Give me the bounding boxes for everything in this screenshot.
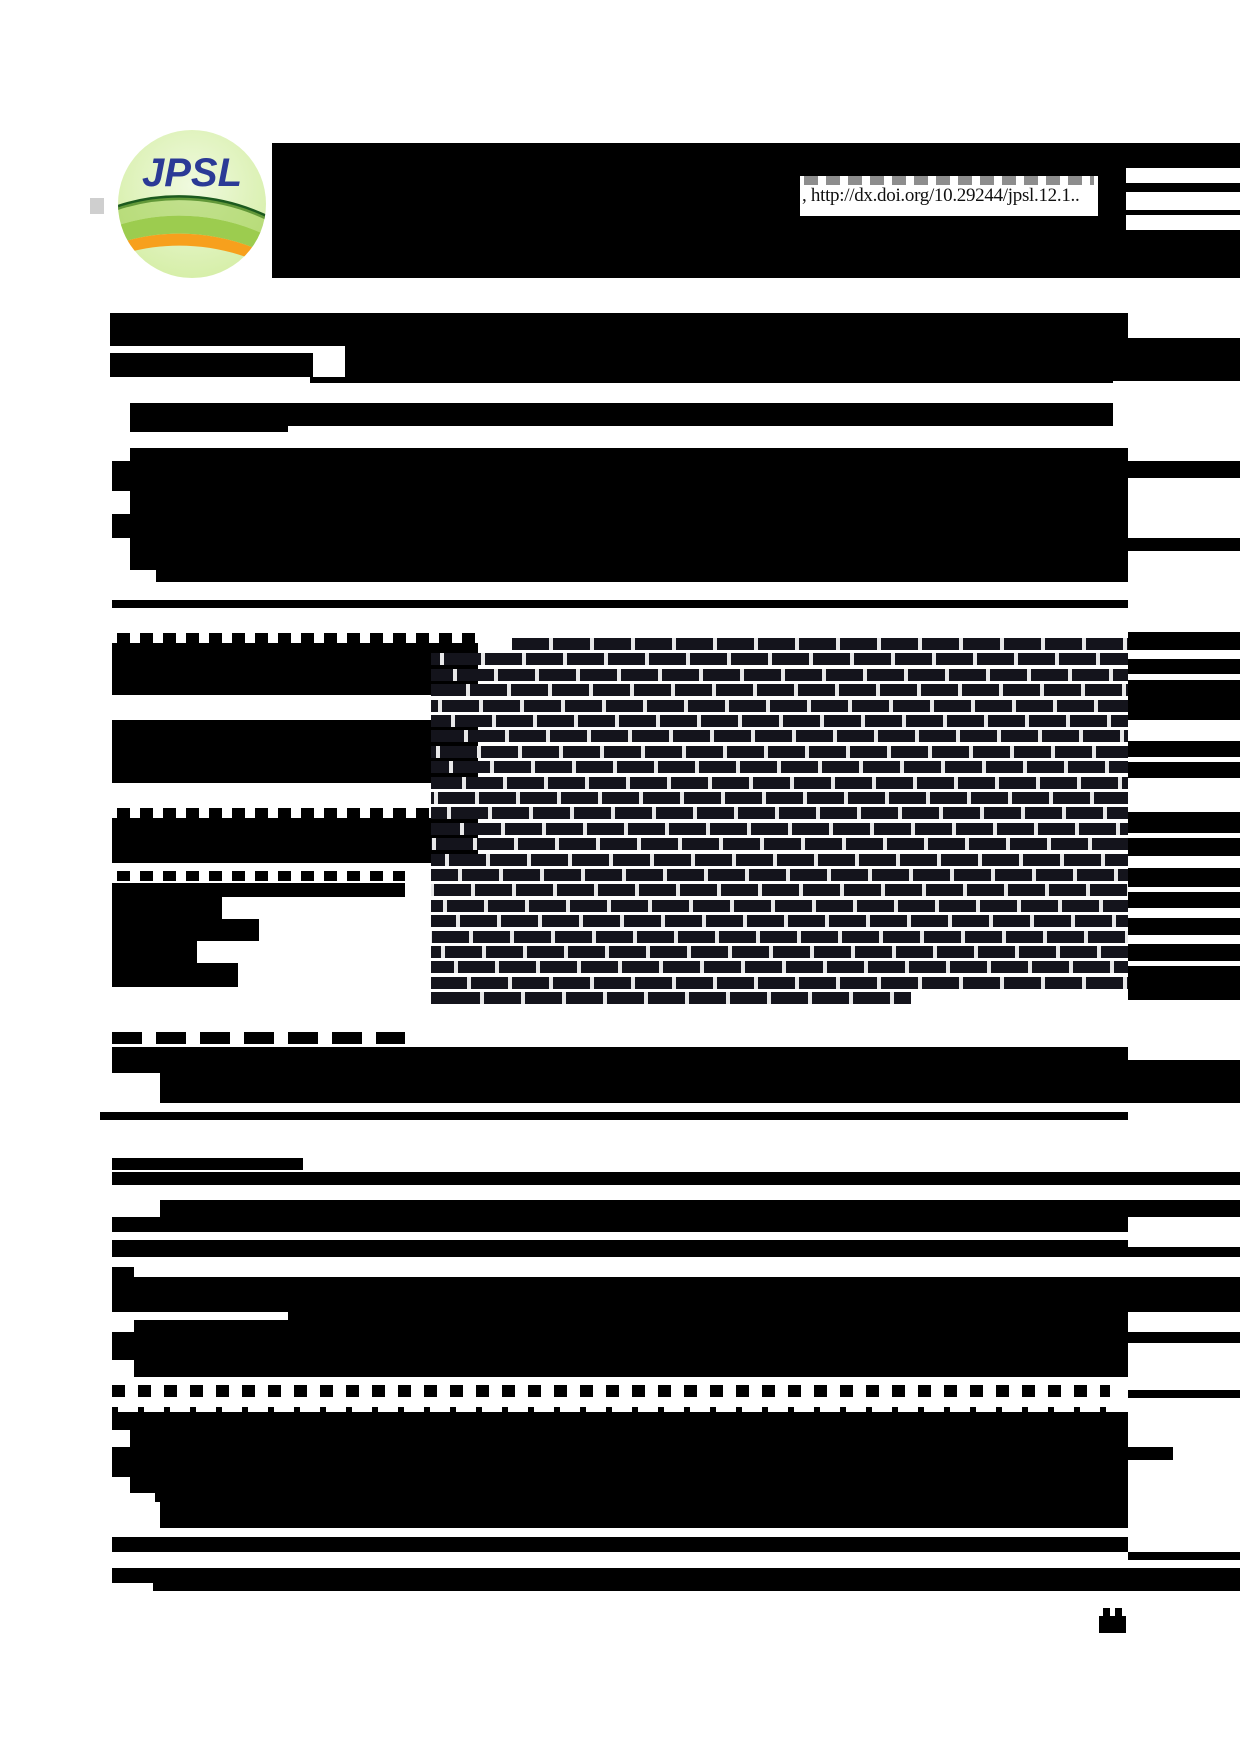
body-text-redacted — [155, 1493, 1128, 1502]
margin-text-redacted — [1128, 892, 1240, 908]
body-text-redacted — [160, 1502, 1128, 1528]
body-text-redacted — [112, 1412, 1128, 1430]
footnote-redacted — [1128, 1552, 1240, 1560]
redacted-abstract-line — [431, 792, 1128, 804]
jpsl-logo-text: JPSL — [141, 151, 243, 195]
redacted-abstract-line — [431, 746, 1128, 758]
authors-redacted — [130, 426, 288, 432]
body-text-redacted — [112, 1247, 1240, 1257]
redacted-abstract-line — [431, 838, 1128, 850]
margin-text-redacted — [1128, 632, 1240, 650]
body-text-redacted — [112, 1447, 1173, 1460]
margin-text-redacted — [1128, 762, 1240, 778]
separator-rule — [112, 600, 1128, 608]
authors-redacted — [130, 403, 1113, 426]
article-title-redacted — [345, 338, 1240, 381]
body-text-redacted — [130, 1477, 1128, 1493]
article-title-redacted — [110, 353, 313, 377]
dotted-separator — [112, 1407, 1110, 1412]
article-title-redacted — [310, 377, 1113, 383]
metadata-dashed-line — [117, 808, 478, 818]
redacted-abstract-line — [431, 653, 1128, 665]
affiliations-redacted — [156, 570, 1128, 582]
body-text-redacted — [112, 1332, 1240, 1343]
affiliations-redacted — [130, 448, 1128, 461]
redacted-abstract-line — [431, 730, 1128, 742]
separator-rule — [100, 1112, 1128, 1120]
citation-redacted — [160, 1073, 1240, 1103]
footnote-redacted — [153, 1583, 1240, 1591]
metadata-redacted — [112, 941, 197, 963]
body-text-redacted — [130, 1430, 1128, 1447]
body-text-redacted — [112, 1277, 1240, 1300]
affiliations-redacted — [130, 538, 1240, 551]
margin-mark — [90, 198, 104, 214]
margin-text-redacted — [1128, 838, 1240, 856]
redacted-abstract-line — [431, 977, 1128, 989]
margin-text-redacted — [1128, 966, 1240, 1000]
affiliations-redacted — [130, 551, 1128, 570]
doi-link[interactable]: , http://dx.doi.org/10.29244/jpsl.12.1.. — [802, 185, 1080, 206]
journal-info-gap — [1126, 215, 1240, 230]
affiliations-redacted — [112, 461, 1240, 478]
body-text-redacted — [112, 1217, 1128, 1232]
affiliations-redacted — [130, 491, 1128, 514]
redacted-abstract-line — [431, 900, 1128, 912]
body-text-redacted — [160, 1200, 1240, 1217]
metadata-redacted — [112, 883, 405, 897]
margin-text-redacted — [1128, 868, 1240, 887]
redacted-abstract-line — [431, 992, 911, 1004]
redacted-abstract-line — [431, 777, 1128, 789]
dotted-separator — [112, 1385, 1110, 1397]
margin-text-redacted — [1128, 918, 1240, 935]
page-number-redacted — [1099, 1616, 1126, 1633]
metadata-redacted — [112, 897, 222, 919]
redacted-abstract-line — [431, 931, 1128, 943]
affiliations-redacted — [112, 514, 1128, 538]
doi-box — [800, 176, 1098, 216]
jpsl-logo — [118, 130, 266, 278]
redacted-abstract-line — [431, 700, 1128, 712]
footnote-redacted — [112, 1568, 1240, 1583]
body-text-redacted — [112, 1460, 1128, 1477]
body-text-redacted — [112, 1172, 1240, 1185]
redacted-abstract-line — [431, 823, 1128, 835]
redacted-abstract-line — [431, 961, 1128, 973]
metadata-redacted — [112, 963, 238, 987]
jpsl-logo-graphic — [118, 130, 266, 278]
affiliations-redacted — [112, 478, 1128, 491]
body-text-redacted — [112, 1343, 1128, 1360]
redacted-abstract-line — [431, 869, 1128, 881]
margin-text-redacted — [1128, 680, 1240, 720]
margin-text-redacted — [1128, 1390, 1240, 1398]
redacted-abstract-line — [431, 946, 1128, 958]
margin-text-redacted — [1128, 659, 1240, 674]
redacted-abstract-line — [431, 761, 1128, 773]
page-number-redacted — [1103, 1608, 1110, 1616]
metadata-dashed-line — [117, 633, 478, 643]
citation-redacted — [112, 1060, 1240, 1073]
body-text-redacted — [288, 1312, 1128, 1320]
body-text-redacted — [112, 1300, 1240, 1312]
redacted-abstract-line — [512, 638, 1128, 650]
page-number-redacted — [1115, 1608, 1122, 1616]
redacted-abstract-line — [431, 854, 1128, 866]
margin-text-redacted — [1128, 741, 1240, 757]
redacted-abstract-line — [431, 715, 1128, 727]
redacted-abstract-line — [431, 915, 1128, 927]
journal-info-gap — [1126, 168, 1240, 183]
redacted-grey-text-remnant — [804, 176, 1094, 185]
redacted-abstract-line — [431, 669, 1128, 681]
metadata-redacted — [112, 919, 259, 941]
citation-label-dashed — [112, 1032, 405, 1044]
metadata-redacted — [112, 643, 478, 695]
redacted-abstract-line — [431, 884, 1128, 896]
journal-info-gap — [1126, 192, 1240, 210]
citation-redacted — [112, 1047, 1128, 1060]
body-text-redacted — [112, 1267, 134, 1277]
metadata-dashed-line — [117, 871, 405, 881]
body-text-redacted — [134, 1360, 1128, 1377]
footnote-redacted — [112, 1537, 1128, 1552]
body-text-redacted — [134, 1320, 1128, 1332]
redacted-abstract-line — [431, 807, 1128, 819]
metadata-redacted — [112, 818, 478, 863]
margin-text-redacted — [1128, 812, 1240, 833]
metadata-redacted — [112, 720, 478, 783]
section-heading-redacted — [112, 1158, 303, 1170]
margin-text-redacted — [1128, 944, 1240, 961]
redacted-abstract-line — [431, 684, 1128, 696]
